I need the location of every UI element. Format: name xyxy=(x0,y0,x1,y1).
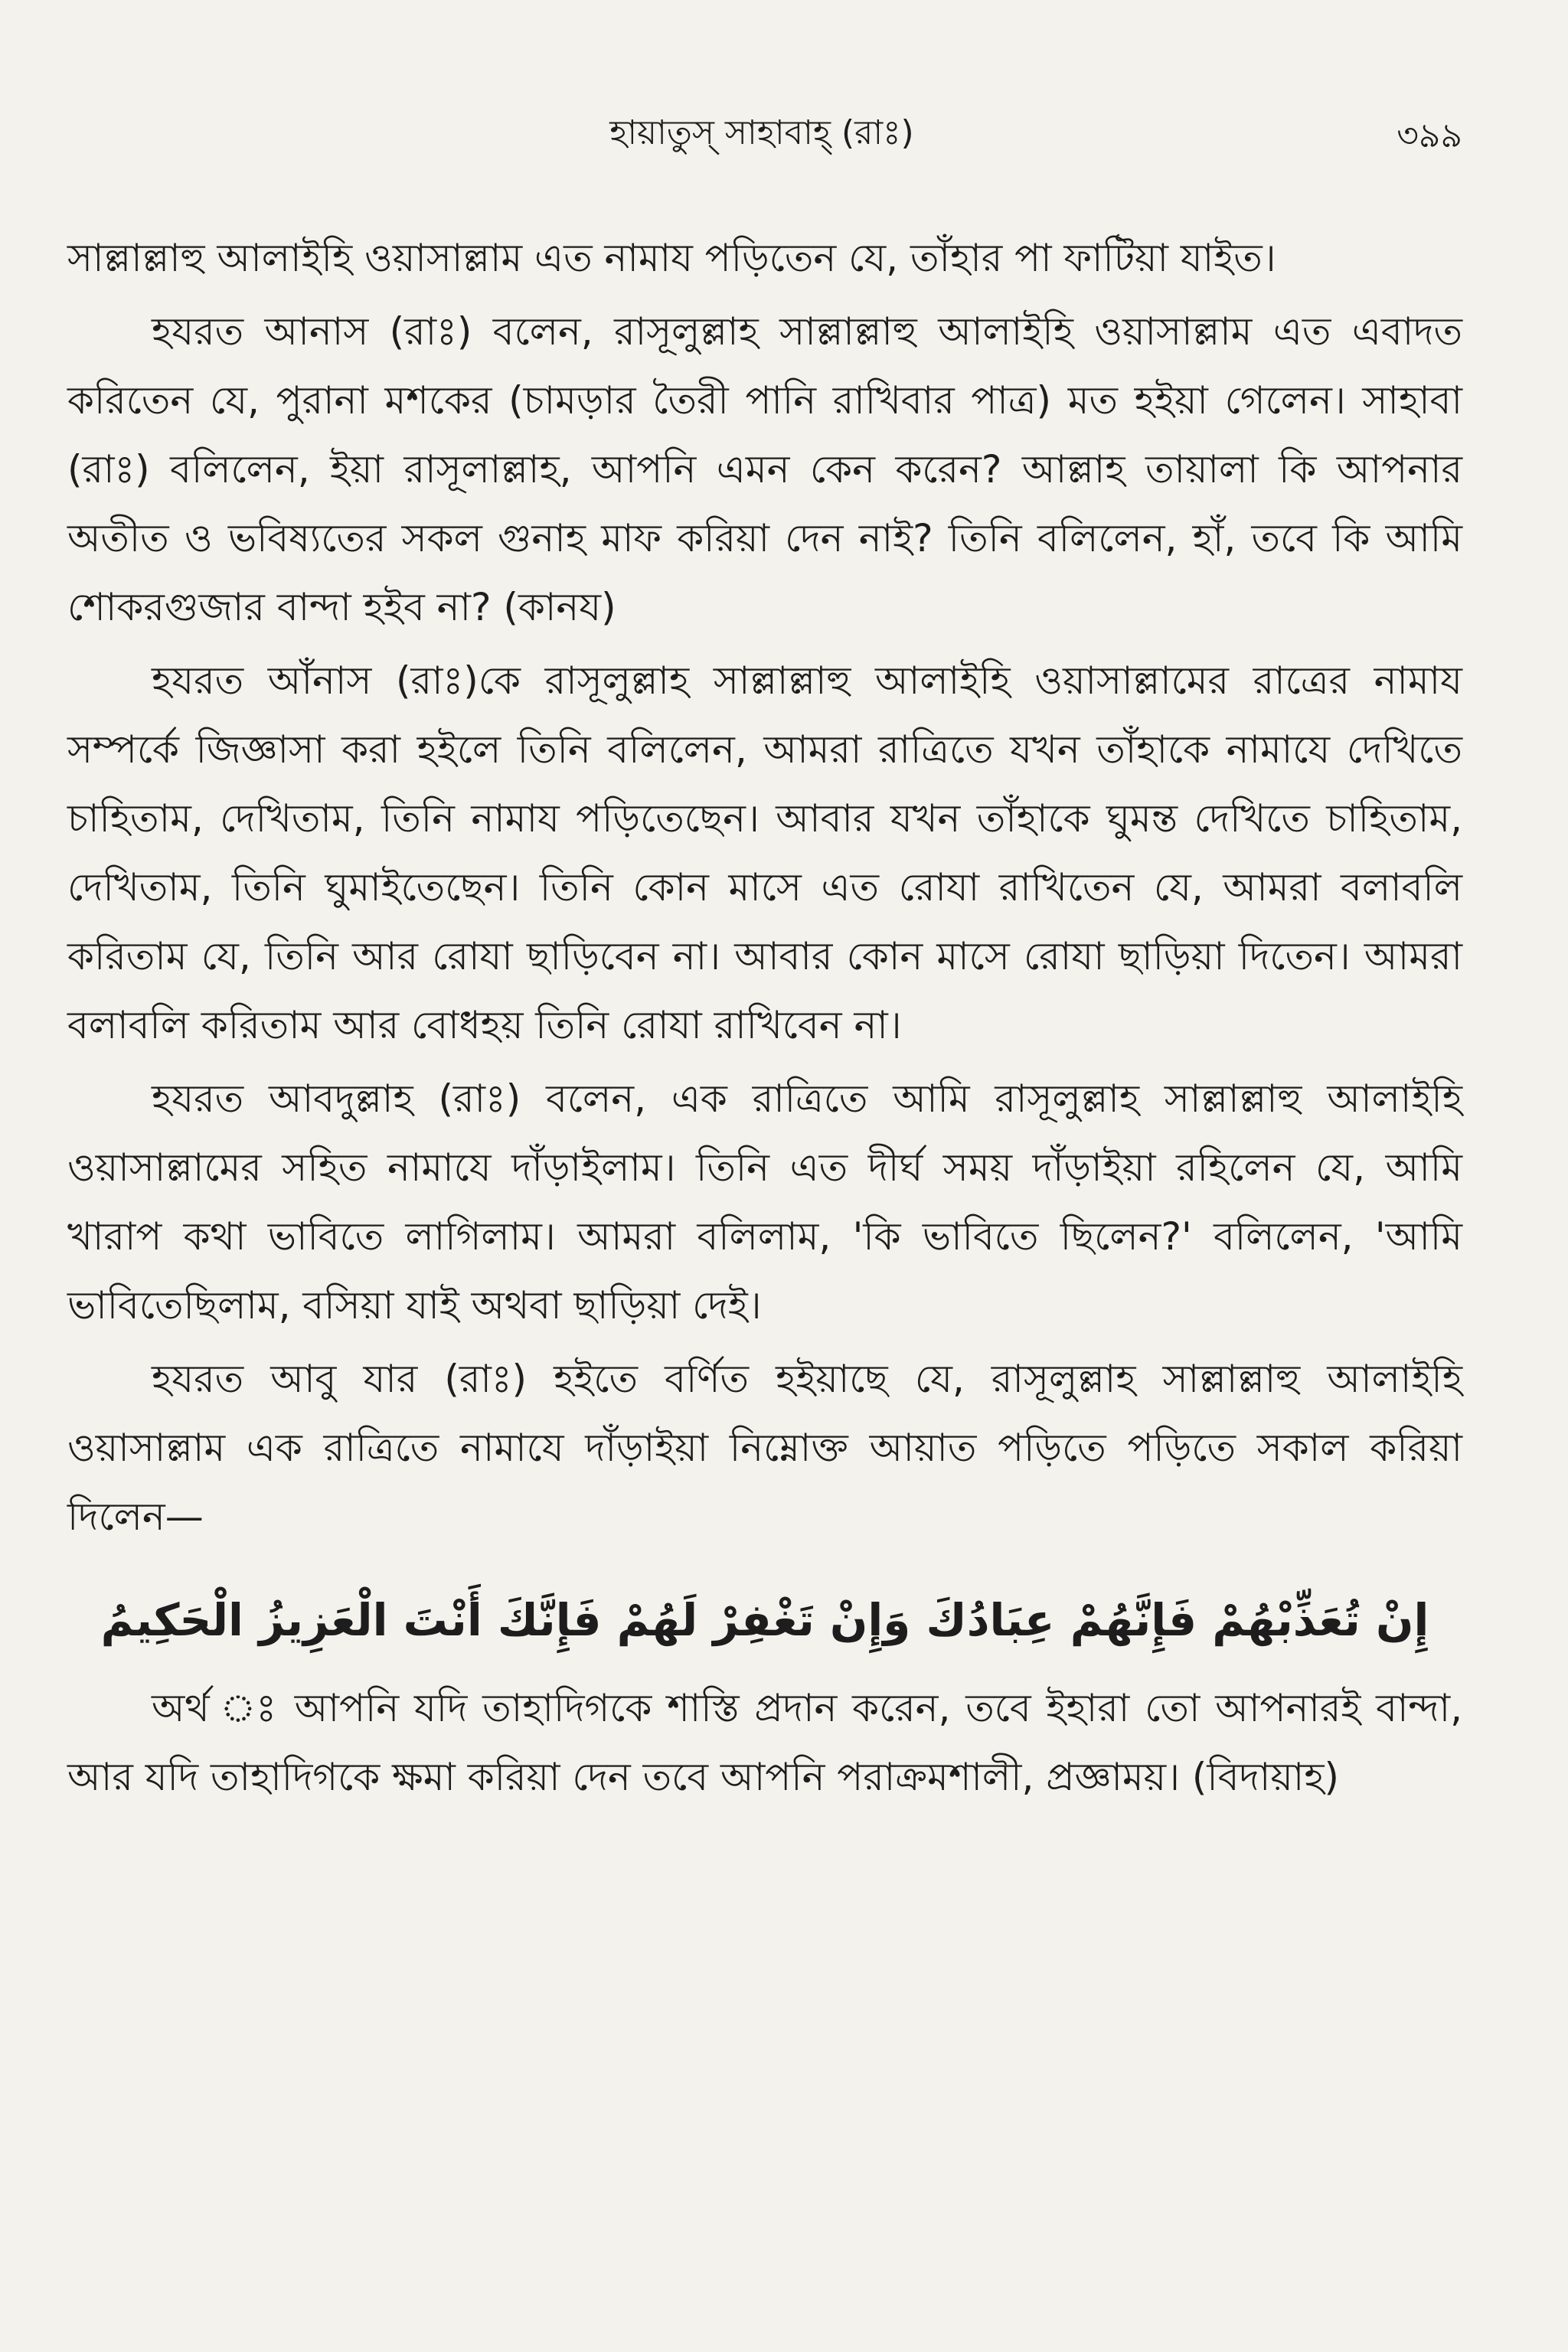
translation-paragraph: অর্থ ঃ আপনি যদি তাহাদিগকে শাস্তি প্রদান করেন, তবে ইহারা তো আপনারই বান্দা, আর যদি তাহাদিগকে ক্ষমা করিয়া দেন তবে আপনি পরাক্রমশালী, প্রজ্ঞাময়। (বিদায়াহ) xyxy=(67,1686,1462,1799)
body-text xyxy=(67,224,1462,1816)
paragraph-anas-ibadat: হযরত আনাস (রাঃ) বলেন, রাসূলুল্লাহ সাল্লাল্লাহু আলাইহি ওয়াসাল্লাম এত এবাদত করিতেন যে, পুরানা মশকের (চামড়ার তৈরী পানি রাখিবার পাত্র) মত হইয়া গেলেন। সাহাবা (রাঃ) বলিলেন, ইয়া রাসূলাল্লাহ, আপনি এমন কেন করেন? আল্লাহ তায়ালা কি আপনার অতীত ও ভবিষ্যতের সকল গুনাহ মাফ করিয়া দেন নাই? তিনি বলিলেন, হাঁ, তবে কি আমি শোকরগুজার বান্দা হইব না? (কানয) xyxy=(67,309,1462,629)
paragraph-continuation: সাল্লাল্লাহু আলাইহি ওয়াসাল্লাম এত নামায পড়িতেন যে, তাঁহার পা ফাটিয়া যাইত। xyxy=(67,236,1276,280)
paragraph-abdullah: হযরত আবদুল্লাহ (রাঃ) বলেন, এক রাত্রিতে আমি রাসূলুল্লাহ সাল্লাল্লাহু আলাইহি ওয়াসাল্লামের সহিত নামাযে দাঁড়াইলাম। তিনি এত দীর্ঘ সময় দাঁড়াইয়া রহিলেন যে, আমি খারাপ কথা ভাবিতে লাগিলাম। আমরা বলিলাম, 'কি ভাবিতে ছিলেন?' বলিলেন, 'আমি ভাবিতেছিলাম, বসিয়া যাই অথবা ছাড়িয়া দেই। xyxy=(67,1076,1462,1328)
running-title: হায়াতুস্ সাহাবাহ্ (রাঃ) xyxy=(609,113,914,152)
page-number: ৩৯৯ xyxy=(1396,116,1462,155)
paragraph-abu-dhar: হযরত আবু যার (রাঃ) হইতে বর্ণিত হইয়াছে যে, রাসূলুল্লাহ সাল্লাল্লাহু আলাইহি ওয়াসাল্লাম এক রাত্রিতে নামাযে দাঁড়াইয়া নিম্নোক্ত আয়াত পড়িতে পড়িতে সকাল করিয়া দিলেন— xyxy=(67,1357,1462,1539)
paragraph-anas-night-prayer: হযরত আঁনাস (রাঃ)কে রাসূলুল্লাহ সাল্লাল্লাহু আলাইহি ওয়াসাল্লামের রাত্রের নামায সম্পর্কে জিজ্ঞাসা করা হইলে তিনি বলিলেন, আমরা রাত্রিতে যখন তাঁহাকে নামাযে দেখিতে চাহিতাম, দেখিতাম, তিনি নামায পড়িতেছেন। আবার যখন তাঁহাকে ঘুমন্ত দেখিতে চাহিতাম, দেখিতাম, তিনি ঘুমাইতেছেন। তিনি কোন মাসে এত রোযা রাখিতেন যে, আমরা বলাবলি করিতাম যে, তিনি আর রোযা ছাড়িবেন না। আবার কোন মাসে রোযা ছাড়িয়া দিতেন। আমরা বলাবলি করিতাম আর বোধহয় তিনি রোযা রাখিবেন না। xyxy=(67,658,1462,1047)
page-header xyxy=(61,107,1462,168)
arabic-verse: إِنْ تُعَذِّبْهُمْ فَإِنَّهُمْ عِبَادُكَ وَإِنْ تَغْفِرْ لَهُمْ فَإِنَّكَ أَنْتَ الْعَزِيزُ الْحَكِيمُ xyxy=(100,1594,1429,1646)
